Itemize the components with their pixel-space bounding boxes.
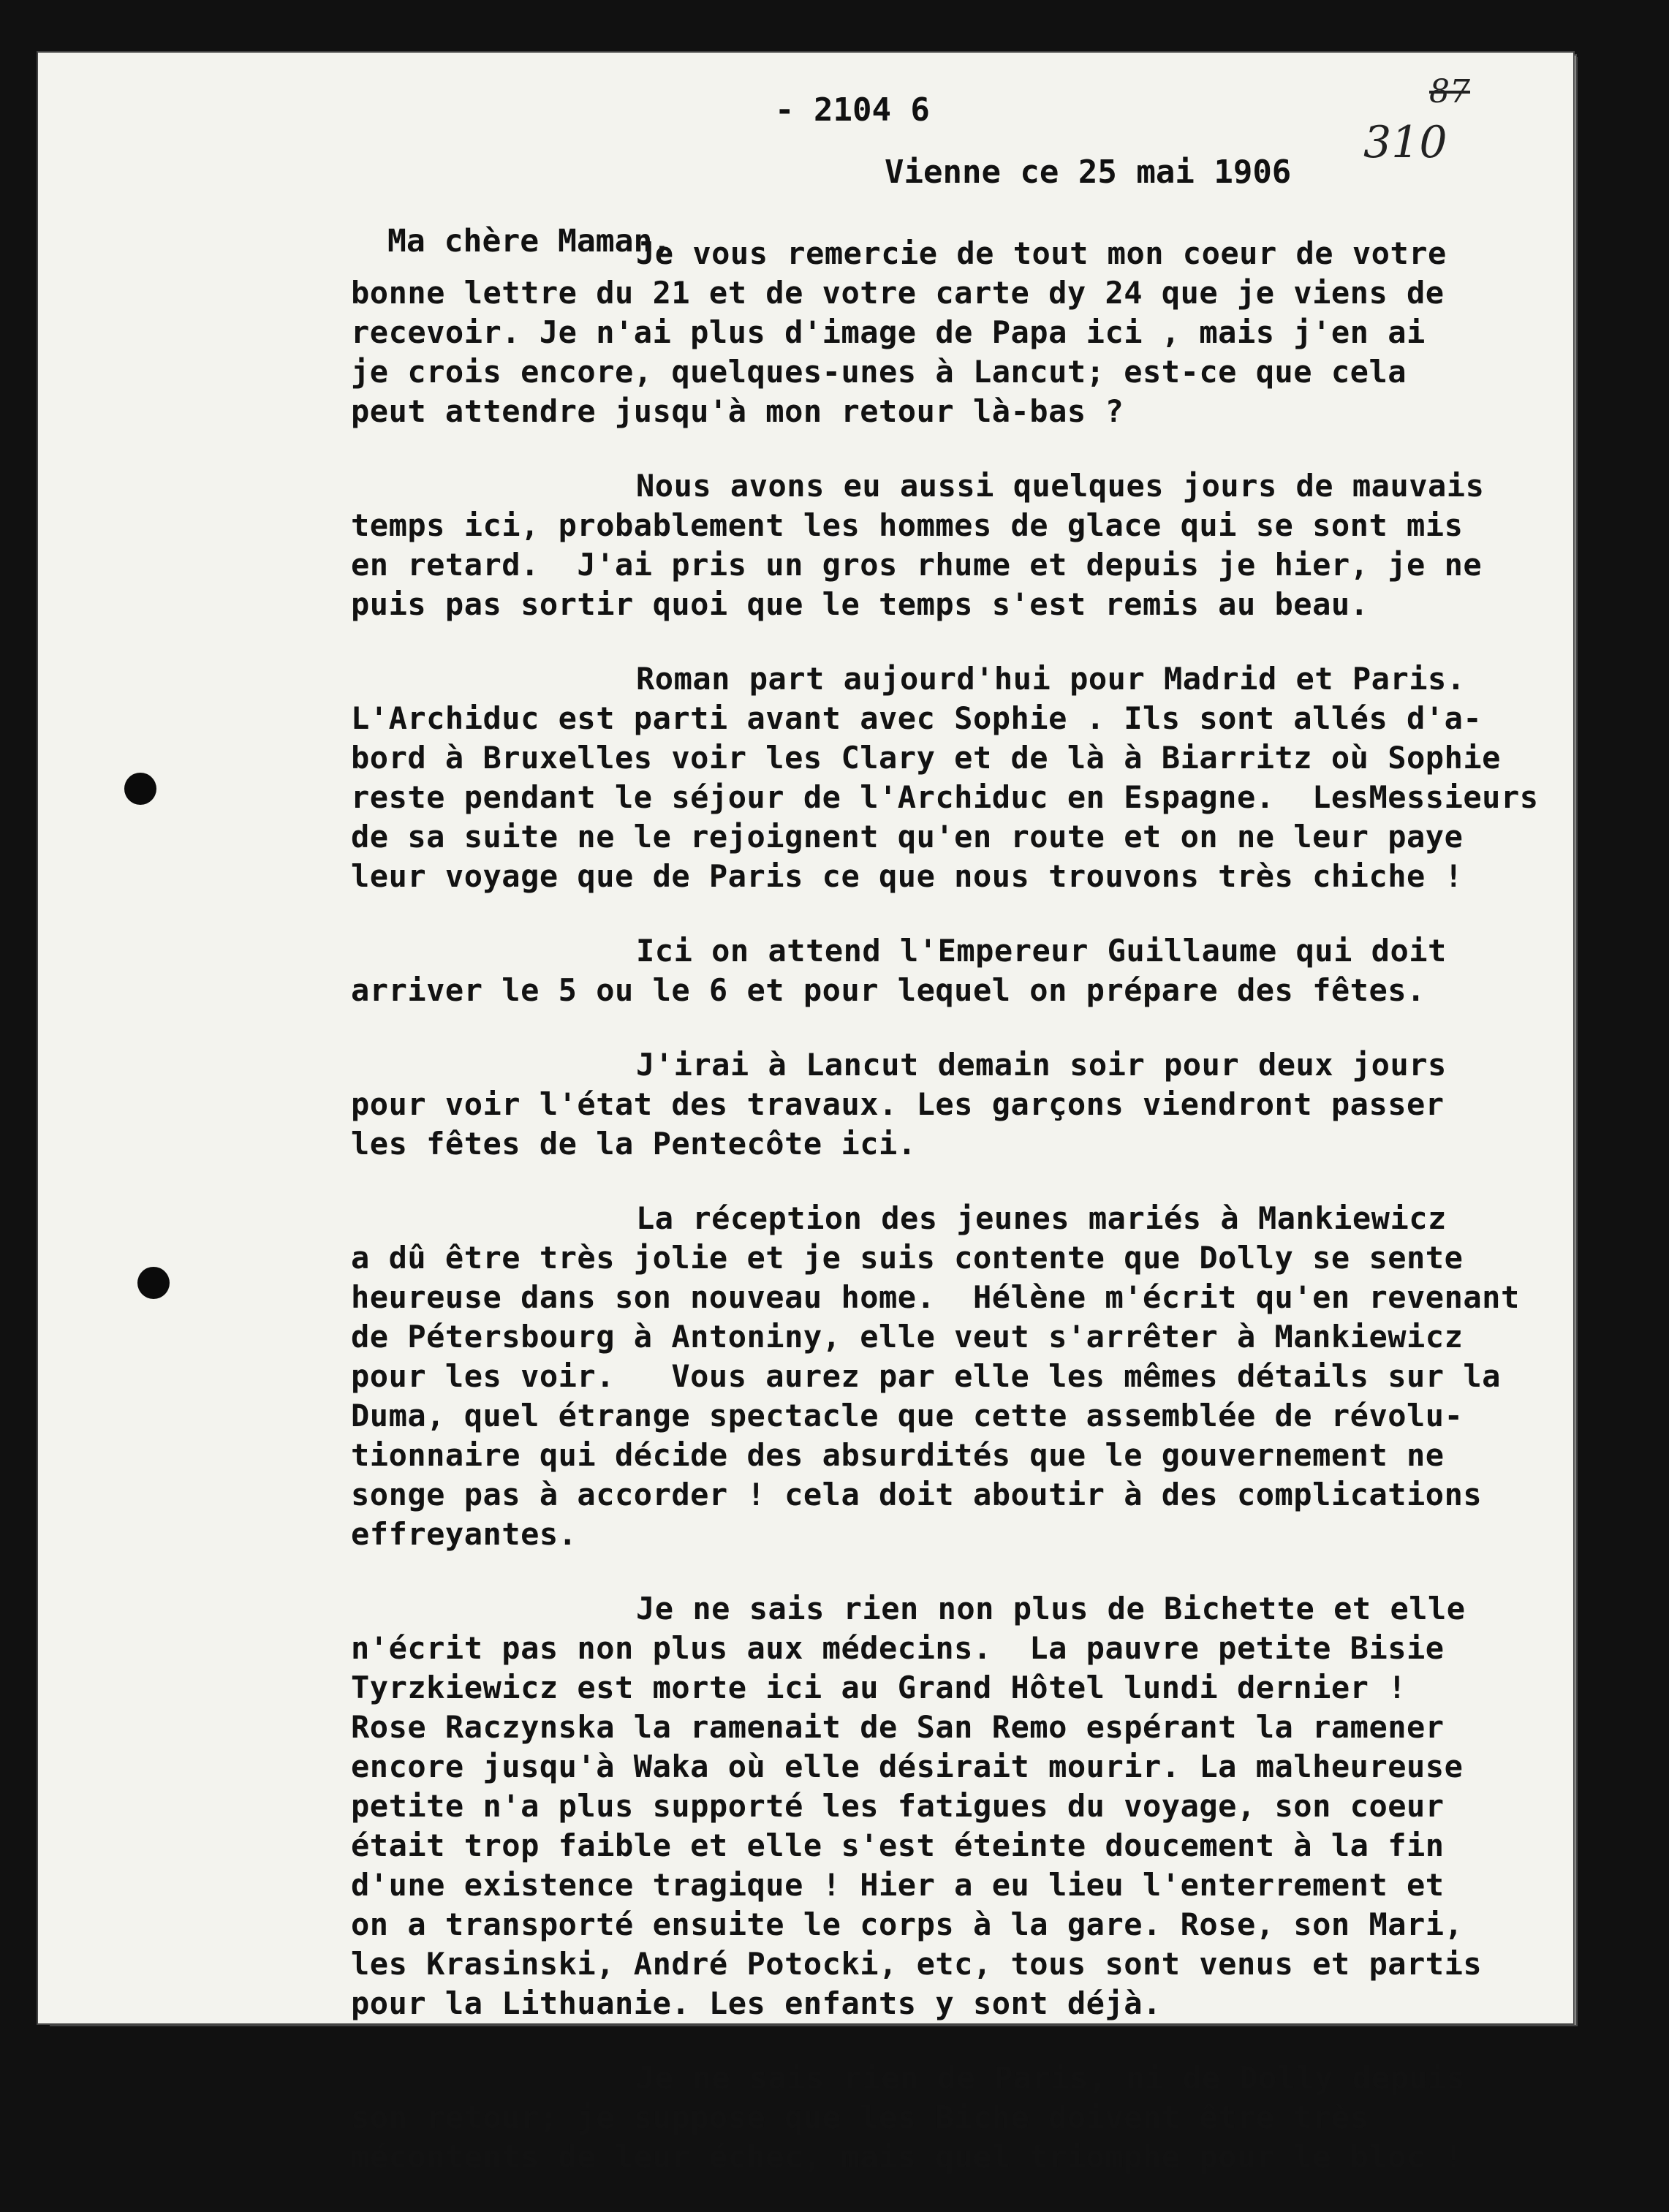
text-line: était trop faible et elle s'est éteinte doucement à la fin: [351, 1827, 1445, 1863]
text-line: Je ne sais rien de Paris, ni de Dolly depuis: [636, 2060, 1466, 2096]
salutation: Ma chère Maman,: [387, 223, 672, 260]
text-line: bonne lettre du 21 et de votre carte dy 24 que je viens de: [351, 275, 1445, 311]
handwritten-annotation-crossed: 87: [1429, 73, 1470, 110]
text-line: L'Archiduc est parti avant avec Sophie . Ils sont allés d'a-: [351, 700, 1483, 736]
text-line: leur voyage que de Paris ce que nous trouvons très chiche !: [351, 858, 1464, 894]
paragraph: [351, 466, 1557, 624]
paragraph: [351, 1045, 1557, 1164]
text-line: effreyantes.: [351, 1516, 578, 1552]
text-line: reste pendant le séjour de l'Archiduc en Espagne. LesMessieurs: [351, 779, 1539, 815]
text-line: pour les voir. Vous aurez par elle les mêmes détails sur la: [351, 1358, 1501, 1394]
text-line: puis pas sortir quoi que le temps s'est remis au beau.: [351, 586, 1369, 622]
letter-body: [351, 234, 1557, 2212]
text-line: temps ici, probablement les hommes de glace qui se sont mis: [351, 507, 1464, 543]
text-line: encore jusqu'à Waka où elle désirait mourir. La malheureuse: [351, 1749, 1464, 1784]
text-line: Ici on attend l'Empereur Guillaume qui doit: [636, 933, 1447, 969]
text-line: de sa suite ne le rejoignent qu'en route et on ne leur paye: [351, 819, 1464, 855]
text-line: de Pétersbourg à Antoniny, elle veut s'arrêter à Mankiewicz: [351, 1319, 1464, 1355]
text-line: Rose Raczynska la ramenait de San Remo espérant la ramener: [351, 1709, 1445, 1745]
text-line: en retard. J'ai pris un gros rhume et depuis je hier, je ne: [351, 547, 1483, 583]
paragraph: [351, 1589, 1557, 2023]
text-line: heureuse dans son nouveau home. Hélène m'écrit qu'en revenant: [351, 1279, 1520, 1315]
text-line: petite n'a plus supporté les fatigues du voyage, son coeur: [351, 1788, 1445, 1824]
text-line: songe pas à accorder ! cela doit aboutir à des complications: [351, 1477, 1483, 1512]
text-line: Duma, quel étrange spectacle que cette assemblée de révolu-: [351, 1398, 1464, 1433]
text-line: recevoir. Je n'ai plus d'image de Papa ici , mais j'en ai: [351, 314, 1426, 350]
text-line: a dû être très jolie et je suis contente que Dolly se sente: [351, 1240, 1464, 1276]
text-line: je crois encore, quelques-unes à Lancut; est-ce que cela: [351, 354, 1407, 390]
text-line: Tyrzkiewicz est morte ici au Grand Hôtel lundi dernier !: [351, 1670, 1407, 1705]
text-line: mécontents de leur échec, mais quel triomphe pour le bloc !: [351, 2139, 1464, 2175]
text-line: son retour; je suppose que les Biche doivent être très: [351, 2099, 1369, 2135]
text-line: on a transporté ensuite le corps à la gare. Rose, son Mari,: [351, 1906, 1464, 1942]
letter-date: Vienne ce 25 mai 1906: [885, 154, 1292, 191]
text-line: arriver le 5 ou le 6 et pour lequel on prépare des fêtes.: [351, 972, 1426, 1008]
text-line: pour voir l'état des travaux. Les garçons viendront passer: [351, 1086, 1445, 1122]
paragraph: [351, 2058, 1557, 2177]
text-line: La réception des jeunes mariés à Mankiewicz: [636, 1200, 1447, 1236]
text-line: n'écrit pas non plus aux médecins. La pauvre petite Bisie: [351, 1630, 1445, 1666]
text-line: Je ne sais rien non plus de Bichette et elle: [636, 1591, 1466, 1626]
text-line: Nous avons eu aussi quelques jours de mauvais: [636, 468, 1485, 504]
page-number: - 2104 6: [775, 91, 930, 129]
text-line: Je vous remercie de tout mon coeur de votre: [636, 235, 1447, 271]
text-line: J'irai à Lancut demain soir pour deux jours: [636, 1047, 1447, 1083]
paragraph: [351, 1199, 1557, 1554]
text-line: peut attendre jusqu'à mon retour là-bas ?: [351, 393, 1124, 429]
handwritten-annotation-number: 310: [1363, 117, 1447, 168]
text-line: Roman part aujourd'hui pour Madrid et Paris.: [636, 661, 1466, 697]
paragraph: [351, 931, 1557, 1010]
text-line: pour la Lithuanie. Les enfants y sont déjà.: [351, 1985, 1162, 2021]
text-line: d'une existence tragique ! Hier a eu lieu l'enterrement et: [351, 1867, 1445, 1903]
text-line: tionnaire qui décide des absurdités que le gouvernement ne: [351, 1437, 1445, 1473]
text-line: les fêtes de la Pentecôte ici.: [351, 1126, 917, 1162]
text-line: bord à Bruxelles voir les Clary et de là à Biarritz où Sophie: [351, 740, 1501, 776]
paragraph: [351, 659, 1557, 896]
text-line: les Krasinski, André Potocki, etc, tous sont venus et partis: [351, 1946, 1483, 1982]
paragraph: [351, 234, 1557, 431]
